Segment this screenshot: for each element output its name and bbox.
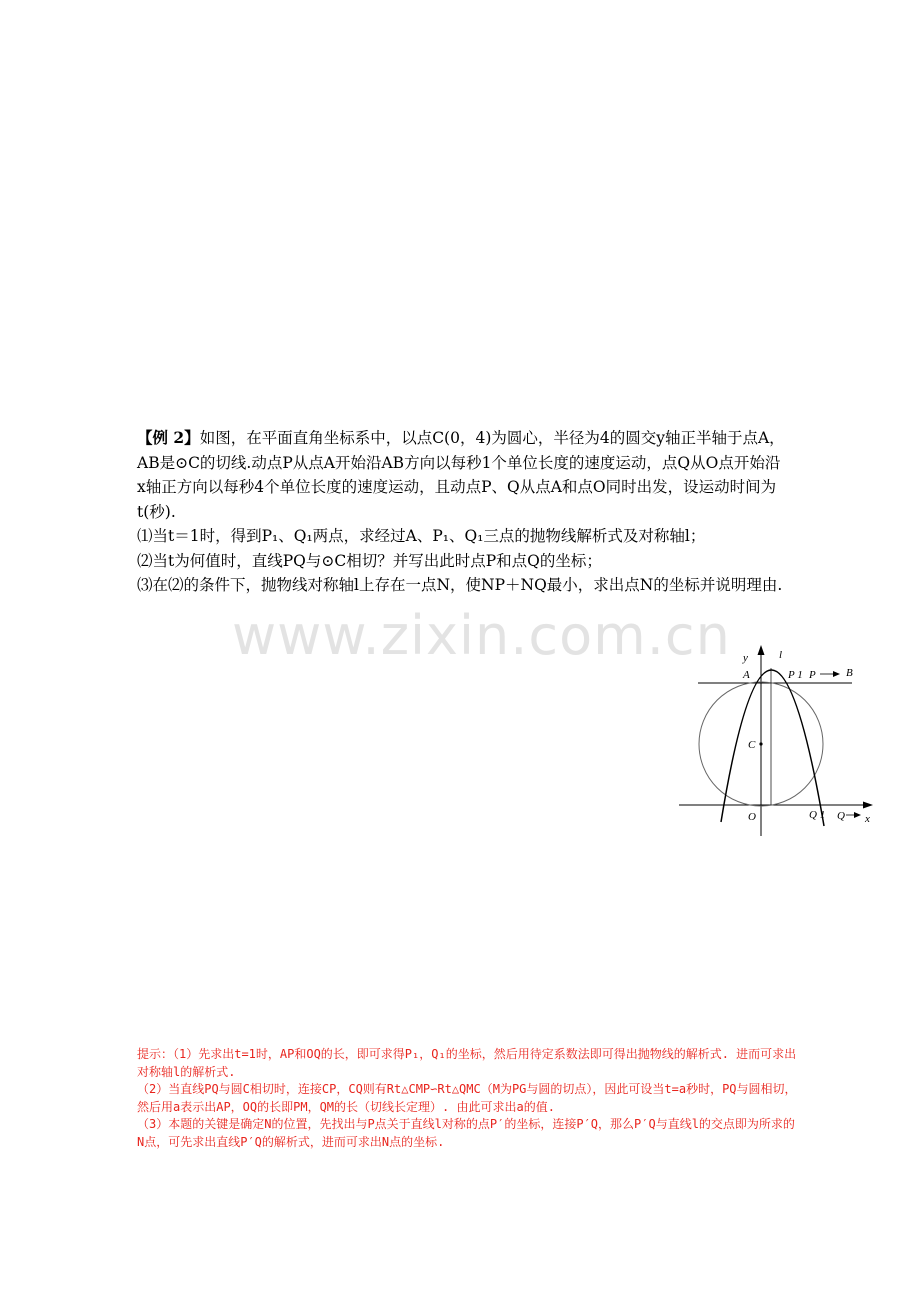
problem-intro [137,426,787,451]
label-a: A [743,669,750,681]
label-x: x [865,813,870,825]
hint-2: （2）当直线PQ与圆C相切时，连接CP，CQ则有Rt△CMP∽Rt△QMC（M为PG与圆的切点），因此可设当t=a秒时，PQ与圆相切，然后用a表示出AP，OQ的长即PM，QM的长（切线长定理）. 由此可求出a的值. [137,1082,797,1114]
y-axis-arrow-icon [758,645,765,655]
hint-3: （3）本题的关键是确定N的位置，先找出与P点关于直线l对称的点P′的坐标，连接P′Q，那么P′Q与直线l的交点即为所求的N点，可先求出直线P′Q的解析式，进而可求出N点的坐标. [137,1117,795,1149]
q-arrow-icon [854,812,861,818]
hint-text [137,1046,797,1151]
hint-1: 提示：（1）先求出t=1时，AP和OQ的长，即可求得P₁，Q₁的坐标，然后用待定系数法即可得出抛物线的解析式. 进而可求出对称轴l的解析式. [137,1047,797,1079]
question-1: ⑴当t＝1时，得到P₁、Q₁两点，求经过A、P₁、Q₁三点的抛物线解析式及对称轴l； [137,527,706,545]
problem-intro-text: 如图，在平面直角坐标系中，以点C(0，4)为圆心，半径为4的圆交y轴正半轴于点A， [199,429,785,447]
label-q1: Q 1 [809,809,826,821]
center-point-c [759,742,762,745]
label-o: O [748,811,756,823]
label-b: B [846,667,853,679]
label-l: l [779,649,783,661]
watermark: www.zixin.com.cn [232,604,731,667]
question-3: ⑶在⑵的条件下，抛物线对称轴l上存在一点N，使NP＋NQ最小，求出点N的坐标并说明理由. [137,576,783,594]
label-y: y [743,652,748,664]
label-q: Q [837,810,845,822]
parabola [721,670,824,826]
geometry-figure [676,640,876,840]
label-c: C [748,739,756,751]
question-2: ⑵当t为何值时，直线PQ与⊙C相切？并写出此时点P和点Q的坐标； [137,551,602,570]
problem-text [137,426,787,598]
problem-line2: AB是⊙C的切线.动点P从点A开始沿AB方向以每秒1个单位长度的速度运动，点Q从O点开始沿x轴正方向以每秒4个单位长度的速度运动，且动点P、Q从点A和点O同时出发，设运动时间为t(秒). [137,453,781,521]
p-arrow-icon [833,671,840,677]
label-p1: P 1 [788,669,803,681]
label-p: P [809,669,816,681]
example-label: 【例 2】 [137,428,200,447]
x-axis-arrow-icon [863,802,873,809]
